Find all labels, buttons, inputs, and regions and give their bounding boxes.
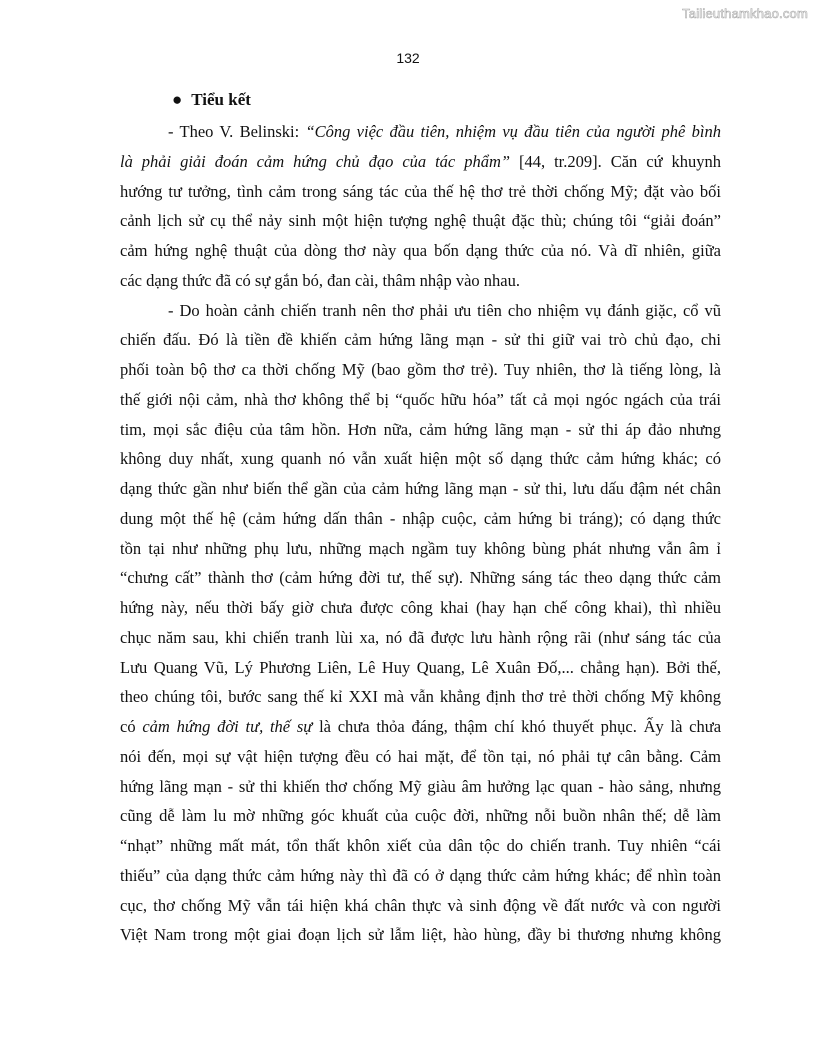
text-line: “nhạt” những mất mát, tổn thất khôn xiết của dân tộc do chiến tranh. Tuy nhiên “cái (120, 836, 721, 855)
text-line: “chưng cất” thành thơ (cảm hứng đời tư, thế sự). Những sáng tác theo dạng thức cảm (120, 568, 721, 588)
text-line: không duy nhất, xung quanh nó vẫn xuất hiện một số dạng thức cảm hứng khác; có (120, 449, 721, 469)
watermark: Tailieuthamkhao.com (682, 6, 808, 21)
text-line: là phải giải đoán cảm hứng chủ đạo của tác phẩm” [44, tr.209]. Căn cứ khuynh (120, 151, 721, 171)
section-heading-title: Tiểu kết (191, 90, 251, 109)
text-line: hứng lãng mạn - sử thi khiến thơ chống Mỹ giàu âm hưởng lạc quan - hào sảng, nhưng (120, 776, 721, 796)
text-line: cảm hứng nghệ thuật của dòng thơ này qua bốn dạng thức của nó. Và dĩ nhiên, giữa (120, 241, 721, 260)
text-line: cục, thơ chống Mỹ vẫn tái hiện khá chân thực và sinh động về đất nước và con người (120, 895, 721, 915)
text-line: theo chúng tôi, bước sang thế kỉ XXI mà vẫn khẳng định thơ trẻ thời chống Mỹ không (120, 687, 721, 707)
page-number: 132 (396, 50, 420, 66)
paragraph-1 (120, 117, 721, 296)
text-line: thế giới nội cảm, nhà thơ không thể bị “quốc hữu hóa” tất cả mọi ngóc ngách của trái (120, 389, 721, 409)
text-line: nói đến, mọi sự vật hiện tượng đều có hai mặt, để tồn tại, nó phải tự cân bằng. Cảm (120, 746, 721, 766)
text-line: Việt Nam trong một giai đoạn lịch sử lẫm liệt, hào hùng, đầy bi thương nhưng không (120, 925, 721, 945)
text-line: - Do hoàn cảnh chiến tranh nên thơ phải ưu tiên cho nhiệm vụ đánh giặc, cổ vũ (168, 300, 721, 320)
body-text (120, 117, 721, 950)
text-line: có cảm hứng đời tư, thế sự là chưa thỏa đáng, thậm chí khó thuyết phục. Ấy là chưa (120, 717, 722, 736)
text-line: Lưu Quang Vũ, Lý Phương Liên, Lê Huy Quang, Lê Xuân Đố,... chẳng hạn). Bởi thế, (120, 657, 721, 677)
text-line: hứng này, nếu thời bấy giờ chưa được công khai (hay hạn chế công khai), thì nhiều (120, 598, 721, 617)
paragraph-2 (120, 296, 721, 951)
text-line: chục năm sau, khi chiến tranh lùi xa, nó đã được lưu hành rộng rãi (như sáng tác của (120, 627, 721, 647)
bullet-icon: ● (172, 90, 183, 109)
text-line: thiếu” của dạng thức cảm hứng này thì đã có ở dạng thức cảm hứng khác; để nhìn toàn (120, 865, 721, 885)
text-line: cũng dễ làm lu mờ những góc khuất của cuộc đời, những nỗi buồn nhân thế; dễ làm (120, 806, 721, 826)
text-line: - Theo V. Belinski: “Công việc đầu tiên, nhiệm vụ đầu tiên của người phê bình (168, 122, 721, 141)
text-line: cảnh lịch sử cụ thể nảy sinh một hiện tượng nghệ thuật đặc thù; chúng tôi “giải đoán” (120, 211, 721, 231)
section-heading (172, 88, 251, 112)
text-line: dung một thế hệ (cảm hứng dấn thân - nhập cuộc, cảm hứng bi tráng); có dạng thức (120, 508, 721, 528)
text-line: phối toàn bộ thơ ca thời chống Mỹ (bao gồm thơ trẻ). Tuy nhiên, thơ là tiếng lòng, là (120, 360, 721, 379)
text-line: dạng thức gần như biến thể gần của cảm hứng lãng mạn - sử thi, lưu dấu đậm nét chân (120, 479, 721, 498)
text-line: chiến đấu. Đó là tiền đề khiến cảm hứng lãng mạn - sử thi giữ vai trò chủ đạo, chi (120, 330, 721, 350)
text-line: hướng tư tưởng, tình cảm trong sáng tác của thế hệ thơ trẻ thời chống Mỹ; đặt vào bối (120, 181, 721, 201)
text-line: các dạng thức đã có sự gắn bó, đan cài, thâm nhập vào nhau. (120, 270, 520, 290)
text-line: tồn tại như những phụ lưu, những mạch ngầm tuy không bùng phát nhưng vẫn âm ỉ (120, 538, 721, 558)
text-line: tim, mọi sắc điệu của tâm hồn. Hơn nữa, cảm hứng lãng mạn - sử thi áp đảo nhưng (120, 419, 721, 439)
